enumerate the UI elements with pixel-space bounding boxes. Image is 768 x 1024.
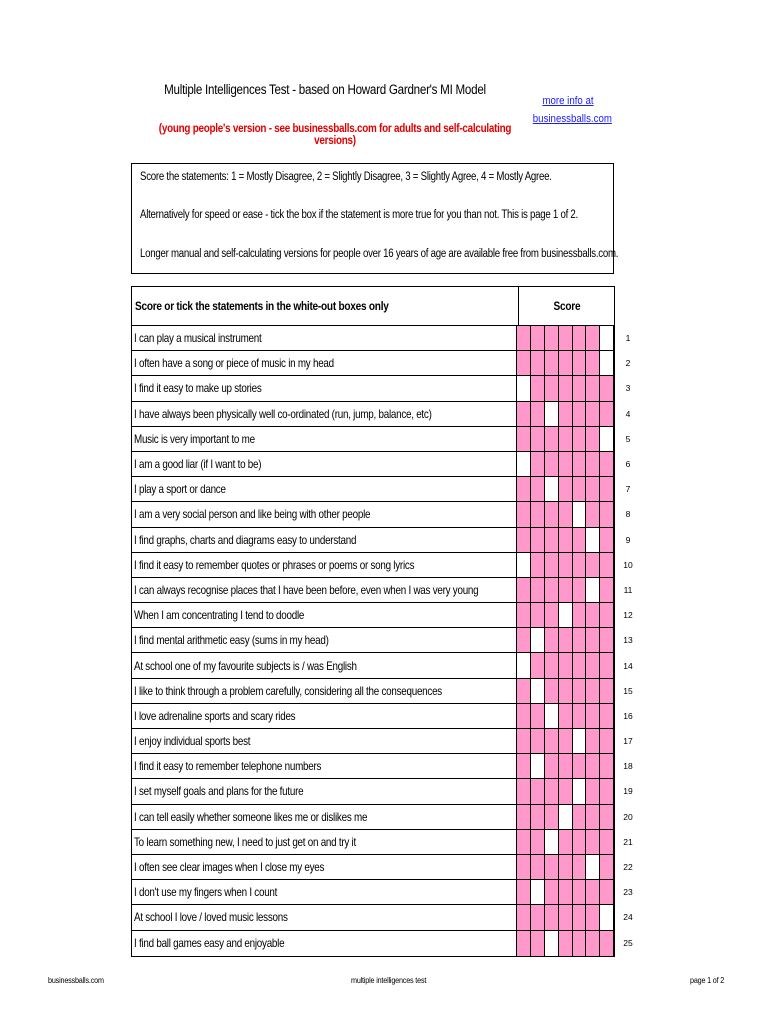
- score-input-box[interactable]: [559, 805, 573, 829]
- statement-text: I can always recognise places that I have been before, even when I was very young: [134, 582, 479, 597]
- score-shaded-box: [573, 603, 587, 627]
- statement-text: I find graphs, charts and diagrams easy to understand: [134, 532, 357, 547]
- table-row: [132, 855, 633, 880]
- more-info-link[interactable]: [532, 92, 612, 128]
- table-row: [132, 880, 633, 905]
- score-shaded-box: [559, 528, 573, 552]
- score-input-box[interactable]: [517, 452, 531, 476]
- score-shaded-box: [600, 628, 614, 652]
- score-shaded-box: [600, 452, 614, 476]
- score-input-box[interactable]: [545, 477, 559, 501]
- score-shaded-box: [586, 351, 600, 375]
- score-shaded-box: [517, 351, 531, 375]
- score-input-box[interactable]: [531, 628, 545, 652]
- score-shaded-box: [531, 603, 545, 627]
- score-shaded-box: [545, 578, 559, 602]
- score-shaded-box: [586, 628, 600, 652]
- score-shaded-box: [531, 402, 545, 426]
- score-shaded-box: [517, 427, 531, 451]
- score-shaded-box: [531, 931, 545, 956]
- statement-cell: [132, 905, 517, 929]
- row-number: 15: [623, 685, 633, 696]
- table-row: [132, 376, 631, 401]
- score-shaded-box: [573, 553, 587, 577]
- row-number: 5: [625, 433, 631, 444]
- score-input-box[interactable]: [517, 553, 531, 577]
- score-shaded-box: [559, 427, 573, 451]
- row-number: 20: [623, 811, 633, 822]
- score-input-box[interactable]: [517, 376, 531, 400]
- page-title: Multiple Intelligences Test - based on Howard Gardner's MI Model: [164, 82, 486, 97]
- row-number: 17: [623, 736, 633, 747]
- score-shaded-box: [559, 779, 573, 803]
- statement-cell: [132, 880, 517, 904]
- score-shaded-box: [586, 326, 600, 350]
- score-shaded-box: [600, 779, 614, 803]
- score-shaded-box: [586, 905, 600, 929]
- statement-cell: [132, 351, 517, 375]
- table-row: [132, 528, 631, 553]
- score-shaded-box: [545, 805, 559, 829]
- score-input-box[interactable]: [531, 679, 545, 703]
- score-shaded-box: [559, 754, 573, 778]
- statement-text: I often see clear images when I close my eyes: [134, 860, 325, 875]
- score-shaded-box: [531, 502, 545, 526]
- footer-page-number: page 1 of 2: [690, 976, 725, 985]
- score-shaded-box: [517, 603, 531, 627]
- score-shaded-box: [586, 402, 600, 426]
- statement-text: I have always been physically well co-ordinated (run, jump, balance, etc): [134, 406, 432, 421]
- table-row: [132, 502, 631, 527]
- score-shaded-box: [573, 376, 587, 400]
- table-row: [132, 553, 633, 578]
- score-shaded-box: [600, 578, 614, 602]
- score-shaded-box: [531, 578, 545, 602]
- table-row: [132, 578, 633, 603]
- score-shaded-box: [573, 704, 587, 728]
- footer-title: multiple intelligences test: [351, 976, 427, 985]
- score-shaded-box: [559, 653, 573, 677]
- score-input-box[interactable]: [531, 754, 545, 778]
- score-shaded-box: [600, 805, 614, 829]
- score-shaded-box: [545, 905, 559, 929]
- score-shaded-box: [559, 477, 573, 501]
- statement-text: I find mental arithmetic easy (sums in my head): [134, 633, 329, 648]
- score-shaded-box: [559, 351, 573, 375]
- score-shaded-box: [600, 855, 614, 879]
- statement-cell: [132, 376, 517, 400]
- table-row: [132, 805, 633, 830]
- score-shaded-box: [600, 679, 614, 703]
- score-shaded-box: [586, 805, 600, 829]
- score-shaded-box: [545, 553, 559, 577]
- score-shaded-box: [545, 326, 559, 350]
- statement-cell: [132, 931, 517, 956]
- score-shaded-box: [531, 905, 545, 929]
- score-shaded-box: [586, 376, 600, 400]
- more-info-line2[interactable]: businessballs.com: [532, 113, 612, 125]
- row-number: 11: [623, 584, 633, 595]
- score-shaded-box: [517, 477, 531, 501]
- row-number: 1: [625, 333, 631, 344]
- score-shaded-box: [573, 326, 587, 350]
- score-shaded-box: [531, 376, 545, 400]
- statement-cell: [132, 326, 517, 350]
- table-row: [132, 931, 633, 956]
- score-shaded-box: [517, 931, 531, 956]
- statement-cell: [132, 704, 517, 728]
- score-shaded-box: [559, 376, 573, 400]
- table-row: [132, 653, 633, 678]
- score-shaded-box: [573, 880, 587, 904]
- score-shaded-box: [531, 805, 545, 829]
- score-shaded-box: [600, 729, 614, 753]
- statement-text: I find it easy to remember quotes or phrases or poems or song lyrics: [134, 557, 415, 572]
- statement-text: I don't use my fingers when I count: [134, 885, 278, 900]
- score-shaded-box: [517, 805, 531, 829]
- row-number: 2: [625, 358, 631, 369]
- statement-cell: [132, 477, 517, 501]
- score-shaded-box: [531, 779, 545, 803]
- row-number: 16: [623, 710, 633, 721]
- score-input-box[interactable]: [586, 528, 600, 552]
- score-shaded-box: [545, 376, 559, 400]
- table-row: [132, 351, 631, 376]
- score-input-box[interactable]: [586, 855, 600, 879]
- row-number: 24: [623, 912, 633, 923]
- statement-cell: [132, 805, 517, 829]
- row-number: 25: [623, 938, 633, 949]
- score-shaded-box: [531, 452, 545, 476]
- score-shaded-box: [545, 628, 559, 652]
- score-shaded-box: [545, 855, 559, 879]
- score-shaded-box: [517, 704, 531, 728]
- statement-text: I love adrenaline sports and scary rides: [134, 708, 296, 723]
- statement-cell: [132, 653, 517, 677]
- score-shaded-box: [600, 704, 614, 728]
- instructions-line-1: Score the statements: 1 = Mostly Disagree, 2 = Slightly Disagree, 3 = Slightly Agree, 4 = Mostly Agree.: [140, 171, 552, 183]
- score-shaded-box: [586, 704, 600, 728]
- score-shaded-box: [600, 754, 614, 778]
- statement-cell: [132, 729, 517, 753]
- statement-cell: [132, 402, 517, 426]
- row-number: 23: [623, 887, 633, 898]
- statement-text: Music is very important to me: [134, 431, 255, 446]
- statement-text: I often have a song or piece of music in my head: [134, 356, 334, 371]
- score-shaded-box: [600, 553, 614, 577]
- score-shaded-box: [531, 477, 545, 501]
- score-column-header: Score: [553, 299, 580, 313]
- table-body: [132, 326, 633, 956]
- score-shaded-box: [573, 351, 587, 375]
- score-shaded-box: [559, 452, 573, 476]
- statement-text: At school I love / loved music lessons: [134, 910, 288, 925]
- score-shaded-box: [586, 452, 600, 476]
- score-shaded-box: [573, 931, 587, 956]
- score-shaded-box: [559, 402, 573, 426]
- score-shaded-box: [545, 679, 559, 703]
- score-shaded-box: [600, 603, 614, 627]
- score-shaded-box: [559, 855, 573, 879]
- score-shaded-box: [586, 477, 600, 501]
- score-input-box[interactable]: [573, 729, 587, 753]
- score-shaded-box: [517, 502, 531, 526]
- row-number: 7: [625, 484, 631, 495]
- instructions-line-2: Alternatively for speed or ease - tick the box if the statement is more true for you than not. This is page 1 of 2.: [140, 209, 578, 221]
- statement-text: I am a good liar (if I want to be): [134, 457, 262, 472]
- score-shaded-box: [559, 628, 573, 652]
- statement-cell: [132, 553, 517, 577]
- score-shaded-box: [559, 880, 573, 904]
- score-shaded-box: [573, 754, 587, 778]
- score-shaded-box: [586, 502, 600, 526]
- score-shaded-box: [517, 880, 531, 904]
- score-shaded-box: [600, 830, 614, 854]
- score-shaded-box: [545, 880, 559, 904]
- score-shaded-box: [517, 326, 531, 350]
- score-shaded-box: [573, 452, 587, 476]
- statement-cell: [132, 855, 517, 879]
- score-shaded-box: [573, 528, 587, 552]
- statement-text: I like to think through a problem carefully, considering all the consequences: [134, 683, 442, 698]
- instructions-line-3: Longer manual and self-calculating versions for people over 16 years of age are available free from businessballs.com.: [140, 248, 619, 260]
- score-shaded-box: [586, 830, 600, 854]
- score-shaded-box: [517, 628, 531, 652]
- score-shaded-box: [531, 855, 545, 879]
- row-number: 13: [623, 635, 633, 646]
- statement-text: I am a very social person and like being with other people: [134, 507, 371, 522]
- table-row: [132, 326, 631, 351]
- score-shaded-box: [517, 779, 531, 803]
- score-shaded-box: [600, 477, 614, 501]
- row-number: 6: [625, 459, 631, 470]
- score-shaded-box: [531, 704, 545, 728]
- score-input-box[interactable]: [573, 779, 587, 803]
- statement-text: At school one of my favourite subjects is / was English: [134, 658, 357, 673]
- statement-cell: [132, 628, 517, 652]
- score-shaded-box: [586, 880, 600, 904]
- score-shaded-box: [545, 427, 559, 451]
- score-input-box[interactable]: [545, 704, 559, 728]
- score-shaded-box: [586, 653, 600, 677]
- score-shaded-box: [517, 830, 531, 854]
- score-shaded-box: [573, 628, 587, 652]
- score-shaded-box: [573, 402, 587, 426]
- statement-cell: [132, 528, 517, 552]
- statement-text: I find ball games easy and enjoyable: [134, 936, 285, 951]
- statement-cell: [132, 427, 517, 451]
- score-shaded-box: [600, 402, 614, 426]
- row-number: 8: [625, 509, 631, 520]
- score-input-box[interactable]: [545, 830, 559, 854]
- score-shaded-box: [545, 528, 559, 552]
- statement-text: I set myself goals and plans for the future: [134, 784, 304, 799]
- table-row: [132, 628, 633, 653]
- table-row: [132, 452, 631, 477]
- score-input-box[interactable]: [600, 905, 614, 929]
- score-shaded-box: [559, 905, 573, 929]
- score-shaded-box: [531, 326, 545, 350]
- table-row: [132, 603, 633, 628]
- row-number: 12: [623, 610, 633, 621]
- table-row: [132, 729, 633, 754]
- score-shaded-box: [517, 402, 531, 426]
- score-shaded-box: [517, 855, 531, 879]
- score-shaded-box: [573, 427, 587, 451]
- row-number: 4: [625, 408, 631, 419]
- statement-text: I can play a musical instrument: [134, 331, 262, 346]
- score-shaded-box: [600, 931, 614, 956]
- score-shaded-box: [531, 528, 545, 552]
- score-shaded-box: [545, 779, 559, 803]
- score-shaded-box: [573, 830, 587, 854]
- score-shaded-box: [600, 502, 614, 526]
- score-shaded-box: [531, 729, 545, 753]
- table-row: [132, 427, 631, 452]
- score-shaded-box: [600, 880, 614, 904]
- score-shaded-box: [586, 427, 600, 451]
- score-input-box[interactable]: [545, 402, 559, 426]
- score-input-box[interactable]: [586, 578, 600, 602]
- score-input-box[interactable]: [600, 427, 614, 451]
- score-shaded-box: [531, 351, 545, 375]
- score-shaded-box: [531, 830, 545, 854]
- score-shaded-box: [600, 376, 614, 400]
- score-shaded-box: [586, 754, 600, 778]
- score-shaded-box: [517, 729, 531, 753]
- score-input-box[interactable]: [517, 653, 531, 677]
- statement-cell: [132, 679, 517, 703]
- statement-text: I play a sport or dance: [134, 482, 226, 497]
- score-shaded-box: [545, 754, 559, 778]
- row-number: 3: [625, 383, 631, 394]
- row-number: 14: [623, 660, 633, 671]
- score-shaded-box: [586, 729, 600, 753]
- table-row: [132, 477, 631, 502]
- score-shaded-box: [517, 528, 531, 552]
- score-shaded-box: [559, 704, 573, 728]
- statement-cell: [132, 502, 517, 526]
- score-shaded-box: [531, 653, 545, 677]
- score-shaded-box: [573, 905, 587, 929]
- score-shaded-box: [517, 679, 531, 703]
- score-shaded-box: [531, 553, 545, 577]
- table-row: [132, 779, 633, 804]
- statement-cell: [132, 603, 517, 627]
- statement-text: I find it easy to make up stories: [134, 381, 262, 396]
- statement-text: I enjoy individual sports best: [134, 734, 251, 749]
- score-shaded-box: [517, 754, 531, 778]
- table-row: [132, 402, 631, 427]
- score-input-box[interactable]: [545, 931, 559, 956]
- row-number: 19: [623, 786, 633, 797]
- score-shaded-box: [545, 502, 559, 526]
- score-shaded-box: [573, 477, 587, 501]
- score-shaded-box: [573, 855, 587, 879]
- statements-table: [131, 286, 633, 957]
- score-input-box[interactable]: [600, 351, 614, 375]
- score-shaded-box: [531, 427, 545, 451]
- score-shaded-box: [545, 351, 559, 375]
- row-number: 21: [623, 836, 633, 847]
- row-number: 18: [623, 761, 633, 772]
- score-input-box[interactable]: [573, 502, 587, 526]
- score-shaded-box: [573, 653, 587, 677]
- score-shaded-box: [559, 502, 573, 526]
- score-shaded-box: [600, 653, 614, 677]
- score-input-box[interactable]: [600, 326, 614, 350]
- score-shaded-box: [600, 528, 614, 552]
- page-subtitle: (young people's version - see businessballs.com for adults and self-calculating versions): [158, 123, 512, 147]
- row-number: 22: [623, 862, 633, 873]
- score-shaded-box: [545, 653, 559, 677]
- score-shaded-box: [586, 931, 600, 956]
- statement-text: I can tell easily whether someone likes me or dislikes me: [134, 809, 368, 824]
- score-shaded-box: [559, 830, 573, 854]
- table-row: [132, 905, 633, 930]
- table-header: [132, 287, 614, 326]
- table-row: [132, 679, 633, 704]
- statement-cell: [132, 452, 517, 476]
- instructions-box: [131, 163, 619, 274]
- score-shaded-box: [545, 729, 559, 753]
- row-number: 10: [623, 559, 633, 570]
- table-row: [132, 830, 633, 855]
- score-shaded-box: [559, 931, 573, 956]
- table-row: [132, 754, 633, 779]
- statement-text: To learn something new, I need to just get on and try it: [134, 834, 356, 849]
- score-shaded-box: [559, 729, 573, 753]
- statement-cell: [132, 754, 517, 778]
- score-shaded-box: [545, 603, 559, 627]
- score-shaded-box: [517, 578, 531, 602]
- score-shaded-box: [545, 452, 559, 476]
- score-shaded-box: [559, 578, 573, 602]
- statement-cell: [132, 779, 517, 803]
- score-shaded-box: [559, 326, 573, 350]
- table-row: [132, 704, 633, 729]
- score-input-box[interactable]: [559, 603, 573, 627]
- statement-text: I find it easy to remember telephone numbers: [134, 759, 322, 774]
- statement-cell: [132, 578, 517, 602]
- score-shaded-box: [559, 679, 573, 703]
- score-shaded-box: [573, 805, 587, 829]
- score-shaded-box: [559, 553, 573, 577]
- footer-site: businessballs.com: [48, 976, 104, 985]
- score-shaded-box: [517, 905, 531, 929]
- score-shaded-box: [586, 603, 600, 627]
- score-shaded-box: [586, 779, 600, 803]
- score-shaded-box: [573, 578, 587, 602]
- statement-text: When I am concentrating I tend to doodle: [134, 608, 305, 623]
- score-input-box[interactable]: [531, 880, 545, 904]
- row-number: 9: [625, 534, 631, 545]
- score-shaded-box: [586, 679, 600, 703]
- score-shaded-box: [573, 679, 587, 703]
- more-info-line1[interactable]: more info at: [542, 95, 594, 107]
- statement-column-header: Score or tick the statements in the white-out boxes only: [132, 287, 519, 325]
- statement-cell: [132, 830, 517, 854]
- score-shaded-box: [586, 553, 600, 577]
